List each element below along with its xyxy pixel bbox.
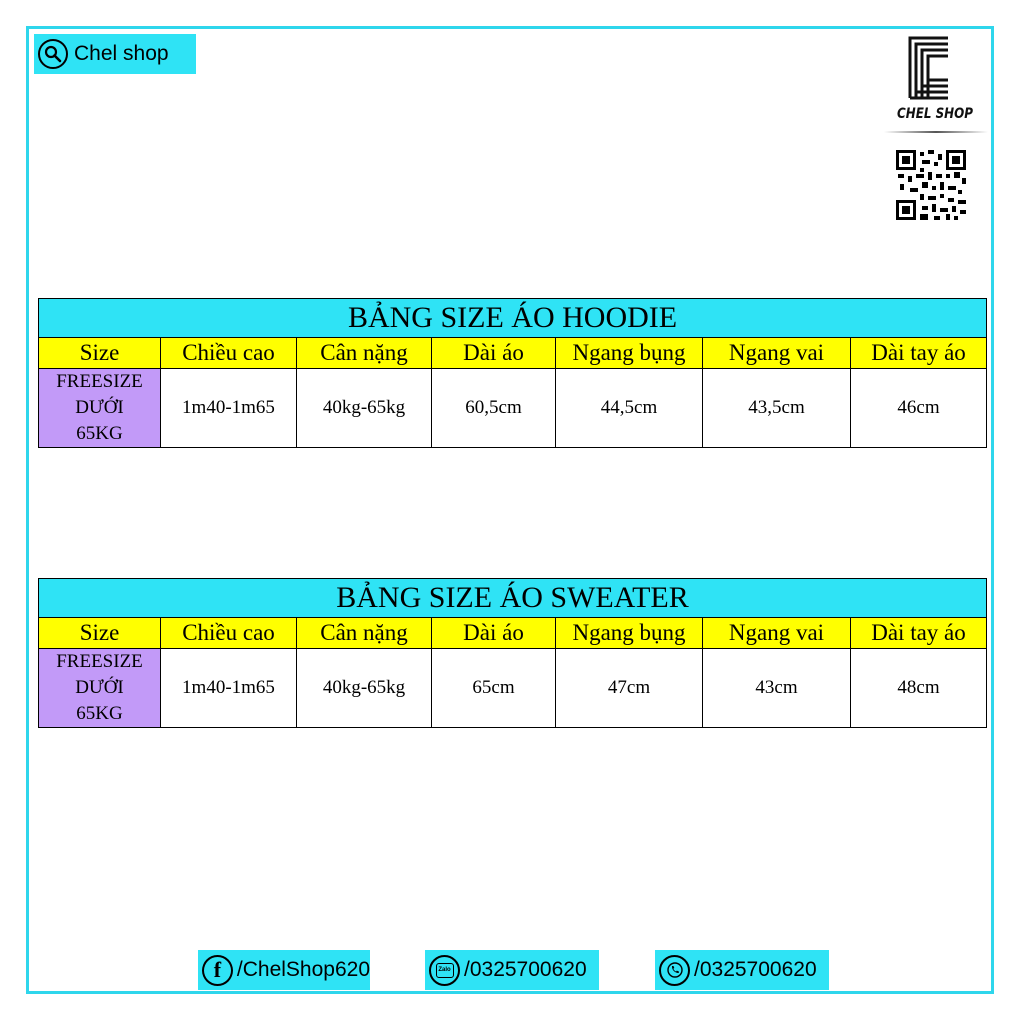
col-header-weight: Cân nặng <box>297 618 432 649</box>
sleeve-value: 48cm <box>851 649 987 728</box>
col-header-sleeve: Dài tay áo <box>851 338 987 369</box>
col-header-height: Chiều cao <box>161 618 297 649</box>
table-title: BẢNG SIZE ÁO HOODIE <box>39 299 987 338</box>
col-header-shoulder: Ngang vai <box>703 338 851 369</box>
size-line: 65KG <box>76 703 123 724</box>
phone-link[interactable] <box>655 950 829 990</box>
phone-label: /0325700620 <box>694 958 817 981</box>
table-header-row <box>39 338 987 369</box>
waist-value: 47cm <box>556 649 703 728</box>
height-value: 1m40-1m65 <box>161 369 297 448</box>
col-header-waist: Ngang bụng <box>556 618 703 649</box>
length-value: 65cm <box>432 649 556 728</box>
col-header-length: Dài áo <box>432 338 556 369</box>
waist-value: 44,5cm <box>556 369 703 448</box>
table-row <box>39 369 987 448</box>
shop-search-badge[interactable] <box>34 34 196 74</box>
facebook-icon: f <box>202 955 233 986</box>
size-cell <box>39 649 161 728</box>
table-row <box>39 649 987 728</box>
zalo-icon-text: Zalo <box>436 963 454 978</box>
weight-value: 40kg-65kg <box>297 649 432 728</box>
length-value: 60,5cm <box>432 369 556 448</box>
shoulder-value: 43cm <box>703 649 851 728</box>
table-header-row <box>39 618 987 649</box>
logo-text: CHEL SHOP <box>897 106 973 122</box>
col-header-weight: Cân nặng <box>297 338 432 369</box>
col-header-shoulder: Ngang vai <box>703 618 851 649</box>
logo-underline <box>884 131 988 133</box>
search-icon <box>38 39 68 69</box>
shoulder-value: 43,5cm <box>703 369 851 448</box>
col-header-height: Chiều cao <box>161 338 297 369</box>
page-frame <box>26 26 994 994</box>
zalo-link[interactable] <box>425 950 599 990</box>
col-header-sleeve: Dài tay áo <box>851 618 987 649</box>
size-line: DƯỚI <box>75 397 124 418</box>
size-line: FREESIZE <box>56 651 143 672</box>
size-cell <box>39 369 161 448</box>
table-title: BẢNG SIZE ÁO SWEATER <box>39 579 987 618</box>
col-header-size: Size <box>39 338 161 369</box>
col-header-length: Dài áo <box>432 618 556 649</box>
size-line: DƯỚI <box>75 677 124 698</box>
facebook-label: /ChelShop620 <box>236 958 370 981</box>
chel-shop-logo <box>880 30 990 138</box>
zalo-icon <box>429 955 460 986</box>
size-line: 65KG <box>76 423 123 444</box>
sweater-size-table <box>38 578 987 728</box>
hoodie-size-table <box>38 298 987 448</box>
sleeve-value: 46cm <box>851 369 987 448</box>
col-header-size: Size <box>39 618 161 649</box>
logo-mark <box>880 30 990 106</box>
phone-icon <box>659 955 690 986</box>
col-header-waist: Ngang bụng <box>556 338 703 369</box>
qr-code <box>896 150 966 220</box>
weight-value: 40kg-65kg <box>297 369 432 448</box>
facebook-link[interactable] <box>198 950 370 990</box>
size-line: FREESIZE <box>56 371 143 392</box>
height-value: 1m40-1m65 <box>161 649 297 728</box>
zalo-label: /0325700620 <box>464 958 587 981</box>
search-label: Chel shop <box>74 42 169 65</box>
